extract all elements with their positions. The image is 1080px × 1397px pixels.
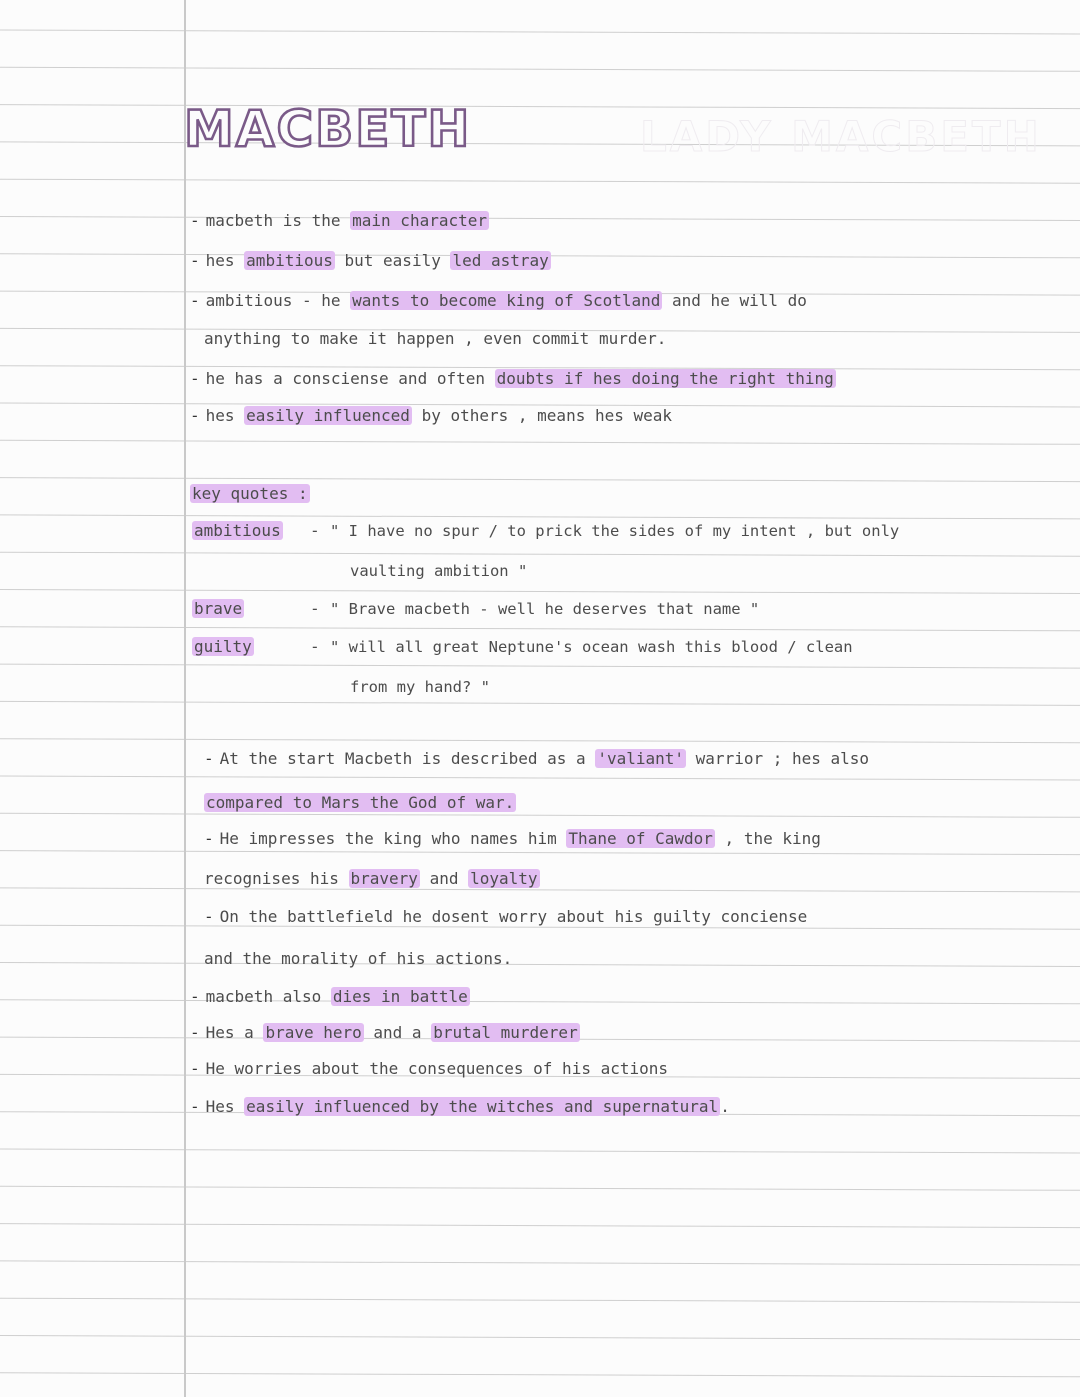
highlighted-text: 'valiant' — [597, 749, 685, 768]
note-text: Hes a — [205, 1023, 264, 1042]
quote-text: " Brave macbeth - well he deserves that name " — [330, 600, 760, 618]
ruled-line — [0, 776, 1080, 780]
highlighted-text: loyalty — [470, 869, 538, 888]
note-line — [204, 748, 869, 770]
ruled-line — [0, 217, 1080, 221]
note-line — [204, 948, 512, 970]
ruled-line — [0, 1186, 1080, 1190]
bullet-dash: - — [204, 749, 214, 768]
quote-text: from my hand? " — [350, 678, 490, 696]
quote-label — [192, 636, 254, 658]
highlighted-text: brutal murderer — [433, 1023, 578, 1042]
ruled-line — [0, 888, 1080, 892]
highlighted-text: ambitious — [246, 251, 333, 270]
bullet-dash: - — [190, 1023, 200, 1042]
note-line — [204, 792, 516, 814]
quote-label-text: brave — [194, 599, 243, 618]
note-text: He worries about the consequences of his actions — [205, 1059, 669, 1078]
note-text: On the battlefield he dosent worry about his guilty conciense — [219, 907, 808, 926]
ruled-line — [0, 813, 1080, 817]
note-text: and the morality of his actions. — [204, 949, 513, 968]
highlighted-text: led astray — [452, 251, 549, 270]
intro-line — [190, 250, 551, 272]
highlighted-text: bravery — [350, 869, 418, 888]
ruled-line — [0, 1000, 1080, 1004]
note-line — [204, 868, 540, 890]
quote-dash: - — [310, 521, 320, 540]
note-text: and he will do — [662, 291, 807, 310]
quote-label — [192, 598, 244, 620]
note-line — [190, 986, 470, 1008]
quote-label-text: guilty — [194, 637, 252, 656]
note-line — [204, 828, 821, 850]
ruled-line — [0, 739, 1080, 743]
bullet-dash: - — [190, 291, 200, 310]
bullet-dash: - — [204, 907, 214, 926]
note-text: At the start Macbeth is described as a — [219, 749, 596, 768]
ruled-line — [0, 1298, 1080, 1302]
ruled-line — [0, 1149, 1080, 1153]
key-quotes-heading-text: key quotes : — [192, 484, 308, 503]
quote-text: vaulting ambition " — [350, 562, 528, 580]
bleed-through-title: LADY MACBETH — [640, 112, 1042, 161]
highlighted-text: compared to Mars the God of war. — [206, 793, 515, 812]
note-text: and — [419, 869, 469, 888]
highlighted-text: wants to become king of Scotland — [352, 291, 661, 310]
highlighted-text: dies in battle — [332, 987, 468, 1006]
bullet-dash: - — [190, 369, 200, 388]
quote-label — [192, 520, 283, 542]
highlighted-text: main character — [352, 211, 487, 230]
ruled-line — [0, 67, 1080, 71]
intro-line — [204, 328, 666, 350]
bullet-dash: - — [190, 251, 200, 270]
ruled-line — [0, 105, 1080, 109]
ruled-line — [0, 590, 1080, 594]
bullet-dash: - — [190, 1059, 200, 1078]
ruled-line — [0, 1336, 1080, 1340]
highlighted-text: easily influenced — [246, 406, 410, 425]
note-text: hes — [205, 251, 245, 270]
intro-line — [190, 368, 836, 390]
bullet-dash: - — [190, 1097, 200, 1116]
note-text: , the king — [714, 829, 821, 848]
quote-dash: - — [310, 599, 320, 618]
note-text: recognises his — [204, 869, 349, 888]
note-text: by others , means hes weak — [411, 406, 673, 425]
quote-text: " I have no spur / to prick the sides of my intent , but only — [330, 522, 900, 540]
ruled-line — [0, 701, 1080, 705]
ruled-line — [0, 627, 1080, 631]
bullet-dash: - — [190, 406, 200, 425]
note-text: anything to make it happen , even commit murder. — [204, 329, 667, 348]
note-text: and a — [363, 1023, 432, 1042]
note-text: He impresses the king who names him — [219, 829, 567, 848]
note-line — [204, 906, 807, 928]
ruled-line — [0, 1224, 1080, 1228]
quote-dash: - — [310, 637, 320, 656]
note-text: he has a consciense and often — [205, 369, 495, 388]
ruled-line — [0, 515, 1080, 519]
key-quotes-heading — [190, 483, 310, 505]
note-line — [190, 1058, 668, 1080]
ruled-line — [0, 1261, 1080, 1265]
ruled-line — [0, 851, 1080, 855]
intro-line — [190, 405, 672, 427]
intro-line — [190, 210, 489, 232]
note-text: ambitious - he — [205, 291, 351, 310]
note-text: but easily — [334, 251, 451, 270]
page-title: MACBETH — [184, 100, 472, 158]
bullet-dash: - — [190, 211, 200, 230]
intro-line — [190, 290, 807, 312]
note-text: warrior ; hes also — [686, 749, 870, 768]
ruled-line — [0, 179, 1080, 183]
bullet-dash: - — [190, 987, 200, 1006]
ruled-line — [0, 664, 1080, 668]
note-text: . — [720, 1097, 730, 1116]
ruled-line — [0, 1373, 1080, 1377]
ruled-line — [0, 30, 1080, 34]
note-line — [190, 1096, 730, 1118]
ruled-line — [0, 440, 1080, 444]
quote-label-text: ambitious — [194, 521, 281, 540]
highlighted-text: Thane of Cawdor — [568, 829, 713, 848]
note-text: macbeth also — [205, 987, 331, 1006]
bullet-dash: - — [204, 829, 214, 848]
highlighted-text: brave hero — [265, 1023, 362, 1042]
note-text: hes — [205, 406, 245, 425]
quote-text: " will all great Neptune's ocean wash this blood / clean — [330, 638, 853, 656]
highlighted-text: doubts if hes doing the right thing — [496, 369, 834, 388]
note-line — [190, 1022, 580, 1044]
ruled-line — [0, 963, 1080, 967]
highlighted-text: easily influenced by the witches and supernatural — [246, 1097, 719, 1116]
ruled-line — [0, 478, 1080, 482]
ruled-line — [0, 552, 1080, 556]
note-text: Hes — [205, 1097, 245, 1116]
note-text: macbeth is the — [205, 211, 351, 230]
margin-line — [184, 0, 186, 1397]
